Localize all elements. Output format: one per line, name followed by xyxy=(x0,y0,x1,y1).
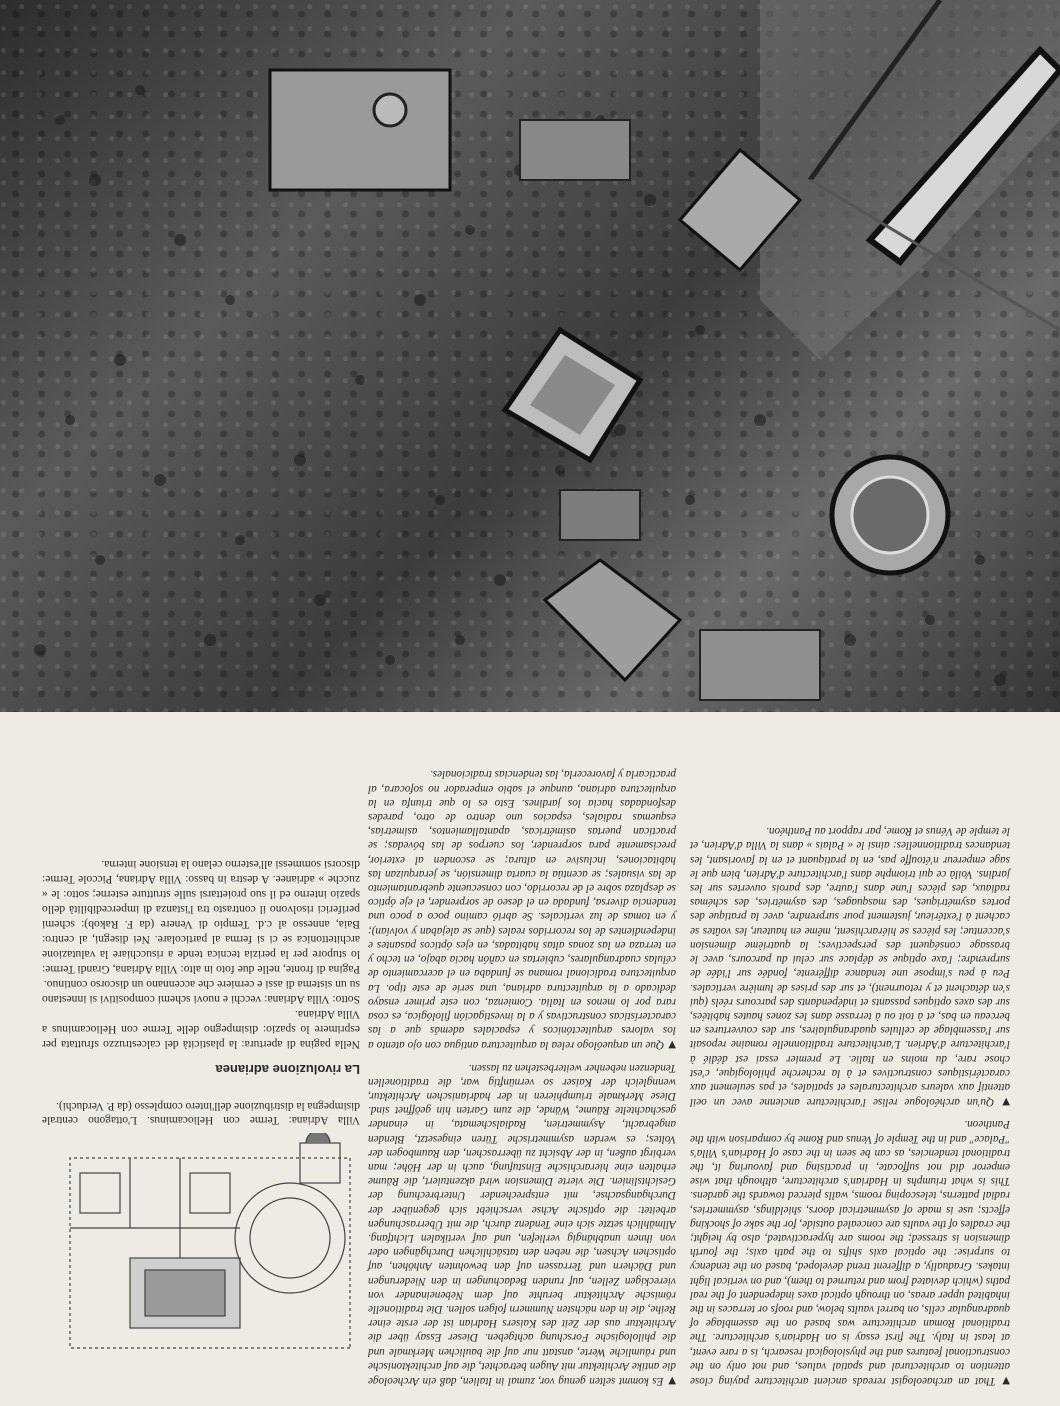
triangle-marker-icon: ▼ xyxy=(668,1039,676,1051)
triangle-marker-icon: ▼ xyxy=(998,1096,1010,1108)
floor-plan-drawing xyxy=(60,1133,360,1388)
german-spanish-column xyxy=(368,767,676,1388)
english-french-column xyxy=(690,824,1010,1388)
italian-caption-2: Sotto: Villa Adriana: vecchi e nuovi schemi compositivi si innestano su un sistema di assi e cerniere che accennano un discorso continuo. xyxy=(42,977,360,1006)
plan-italian-column xyxy=(42,857,360,1388)
italian-caption-1: Nella pagina di apertura: la plasticità del calcestruzzo sfruttata per esprimere lo spazio: disimpegno delle Terme con Heliocaminus a Villa Adriana. xyxy=(42,1007,360,1051)
triangle-marker-icon: ▼ xyxy=(999,1375,1010,1386)
italian-caption-3: Pagina di fronte, nelle due foto in alto: Villa Adriana, Grandi Terme: lo stupore per la perizia tecnica tende a risucchiare la valutazione architettonica se ci si ferma al particolare. Nei disegni, al centro: Baia, annesso al c.d. Tempio di Venere (da F. Rakob): schemi periferici risolvono il contrasto tra l'istanza di impercedibilità dello spazio interno ed il suo proiettarsi sulle strutture esterne; sotto: le « zucche » adrianee. A destra in basso: Villa Adriana, Piccole Terme: discorsi sommessi all'esterno celano la tensione interna. xyxy=(42,857,360,976)
section-heading: La rivoluzione adrianea xyxy=(215,1062,360,1078)
triangle-marker-icon: ▼ xyxy=(667,1375,676,1386)
english-paragraph: ▼That an archaeologist rereads ancient architecture paying close attention to architectural and spatial values, and not only on the constructional features and the physiological research, is a rare event, at least in Italy. The first essay is on Hadrian's architecture. The traditional Roman architecture was based on the assemblage of quadrangular cells, on barrel vaults below, and roofs or terraces in the inhabited upper areas, on through optical axes independent of the real paths (which deviated from and returned to them), and on vertical light intakes. Gradually, a different trend developed, based on the tendency to surprise: the optical axis shifts to the path axis; the fourth dimension is stressed; the rooms are hyperactivated, also by height; the cradles of the vaults are concealed outside, for the sake of shocking effects; use is made of asymmetrical doors, shieldings, asymmetries, radial patterns, telescoping rooms, walls pierced towards the gardens. This is what triumphs in Hadrian's architecture, although that wise emperor did not suffocate, in practising and favouring it, the traditional tendencies, as can be seen in the case of Hadrian's Villa's "Palace" and in the Temple of Venus and Rome by comparison with the Pantheon. xyxy=(690,1118,1010,1387)
printed-page xyxy=(0,712,1060,1406)
german-paragraph: ▼Es kommt selten genug vor, zumal in Italien, daß ein Archeologe die antike Architektur mit Augen betrachtet, die auf architektonische und räumliche Werte, anstatt nur auf die baulichen Merkmale und die philologische Forschung achtgeben. Dieser Essay über die Architektur aus der Zeit des Kaisers Hadrian ist der erste einer Reihe, die in den nächsten Nummern folgen sollen. Die traditionelle römische Architektur beruhte auf dem Nebeneinander von viereckigen Zellen, auf runden Bedachungen in den Niederungen und Dächern und Terrassen auf den bewohnten Anhöhen, auf optischen Achsen, die neben den tatsächlichen Durchgängen oder von ihnen unabhängig verliefen, und auf vertikalen Lichtfang. Allmählich setzte sich eine Tendenz durch, die mit Überraschungen arbeitet: die optische Achse verschiebt sich gegenüber der Durchgangsachse, mit entsprechender Unterbrechung der Gesichtslinien. Die vierte Dimension wird akzentuiert, die Räume erhalten eine hierarchische Einstufung, auch in der Höhe; man verbirgt außen, in der Absicht zu überraschen, den Raumbogen der Voltes; es werden asymmetrische Türen eingesetzt, Blenden angebracht, Asymmetrien, Radialschemata, in einander geschachtelte Räume, Wände, die zum Garten hin geöffnet sind. Diese Merkmale triumphieren in der hadrianischen Architektur, wenngleich der Kaiser so vernünftig war, die traditionellen Tendenzen nebenher weiterbestehen zu lassen. xyxy=(368,1061,676,1387)
plan-caption: Villa Adriana: Terme con Heliocaminus. L'ottagono centrale disimpegna la distribuzione dell'intero complesso (da P. Verduchi). xyxy=(42,1099,360,1126)
french-paragraph: ▼Qu'un archéologue relise l'architecture ancienne avec un oeil attentif aux valeurs architecturales et spatiales, et pas seulement aux caractéristiques constructives et à la recherche philologique, c'est chose rare, du moins en Italie. Le premier essai est dédié à l'architecture d'Adrien. L'architecture traditionnelle romaine reposait sur l'assemblage de cellules quadrangulaires, sur des couvertures en berceau en bas, et à toit ou à terrasse dans les zones hautes habitées, sur des axes optiques passants et indépendants des parcours réels (qui s'en détachent et y retournent), et sur des prises de lumière verticales. Peu à peu s'impose une tendance différente, fondée sur l'idée de surprendre; l'axe optique se déplace sur celui du parcours, avec le brassage conséquent des perspectives; la quatrième dimension s'accentue; les pièces se hiérarchisent, même en hauteur, les voûtes se cachent à l'extérieur, justement pour surprendre, avec la pratique des portes asymétriques, des masquages, des asymétries, des schémas radiaux, des pièces l'une dans l'autre, des parois ouvertes sur les jardins. Voilà ce qui triomphe dans l'architecture d'Adrien, bien que le sage empereur n'étouffe pas, en la pratiquant et en la favorisant, les tendances traditionnelles: ainsi le « Palais » dans la Villa d'Adrien, et le temple de Vénus et Rome, par rapport au Panthéon. xyxy=(690,825,1010,1109)
spanish-paragraph: ▼Que un arqueólogo relea la arquitectura antigua con ojo atento a los valores arquitectónicos y espaciales además que a las características constructivas y a la investigación filológica, es cosa rara por lo menos en Italia. Comienza, con este primer ensayo dedicado a la arquitectura adriana, una serie de este tipo. La arquitectura tradicional romana se fundaba en el acercamiento de células cuadrangulares, cubiertas en cañón hacia abajo, en techo y en terraza en las zonas altas habitadas, en ejes ópticos pasantes e independientes de los recorridos reales (que se alejaban y volvían); y en tomas de luz verticales. Se abrió camino poco a poco una tendencia diversa, fundada en el deseo de sorprender, el eje óptico se desplaza sobre el de recorrido, con consecuente quebrantamiento de las visuales; se acentúa la cuarta dimensión, se jerarquizan las habitaciones, inclusive en altura; se esconden al exterior, precisamente para sorprender, los cuerpos de las bóvedas; se practican puertas asimétricas, apantallamientos, asimetrías, esquemas radiales, espacios uno dentro de otro, paredes desfondadas hacia los jardines. Esto es lo que triunfa en la arquitectura adriana, aunque el sabio emperador no sofocara, al practicarla y favorecerla, las tendencias tradicionales. xyxy=(368,768,676,1052)
italian-captions xyxy=(42,857,360,1052)
